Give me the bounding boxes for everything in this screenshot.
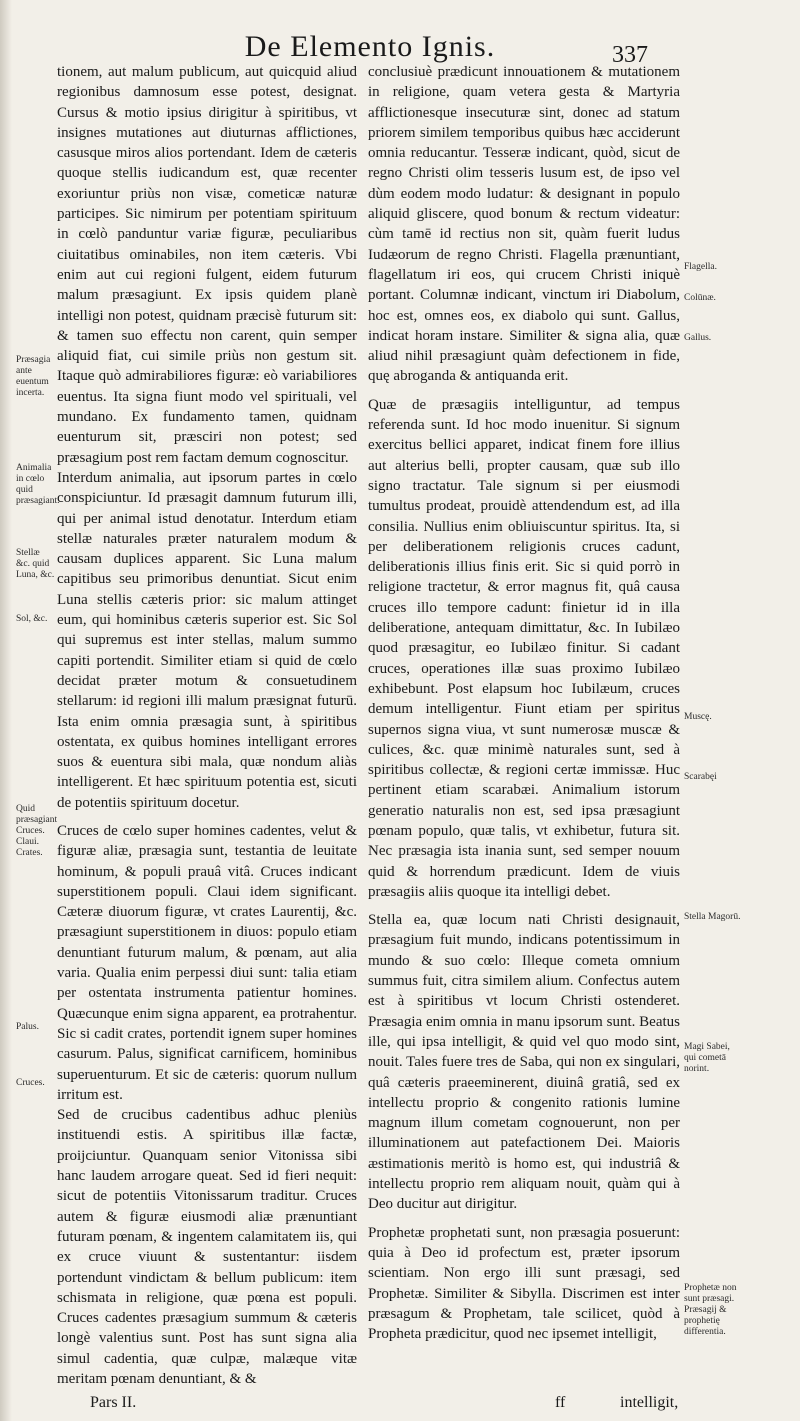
margin-note: Quid præsagiant Cruces. Claui. Crates. (16, 804, 58, 858)
paragraph: conclusiuè prædicunt innouationem & mutationem in religione, quam vetera gesta & Martyria afflictionesque insecuturæ sint, donec ad statum priorem similem temporibus quibus hæc acciderunt omnia reducantur. Tesseræ indicant, quòd, sicut de regno Christi olim tesseris lusum est, de ipso vel dùm eodem modo ludatur: & designant in populo aliquid gliscere, quod bonum & rectum videatur: cùm tamē id rectius non sit, quàm fuerit ludus Iudæorum de regno Christi. Flagella prænuntiant, flagellatum iri eos, qui crucem Christi iniquè portant. Columnæ indicant, vinctum iri Diabolum, hoc est, omnes eos, ex diabolo qui sunt. Gallus, indicat horam instare. Similiter & signa alia, quæ aliud nihil præsagiunt quàm defectionem in fide, quę abroganda & antiquanda erit. (368, 64, 680, 385)
quire-mark: ff (555, 1394, 566, 1411)
paragraph: tionem, aut malum publicum, aut quicquid aliud regionibus damnosum esse potest, designat. Cursus & motio ipsius dirigitur à spiritibus, vt insignes mutationes aut diuturnas afflictiones, casusque miros alios portendant. Idem de cæteris quoque stellis iudicandum est, quæ recenter exoriuntur priùs non visæ, cometicæ naturæ participes. Sic nimirum per potentiam spirituum in cœlò panduntur variæ figuræ, peculiaribus ciuitatibus ominabiles, non item cæteris. Vbi enim aut cui regioni fulgent, eidem futurum malum præsagiunt. Ex ipsis quidem planè intelligi non potest, quidnam præcisè futurum sit: & tamen suo effectu non carent, quin semper aliquid fiat, cui simile priùs non gestum sit. Itaque quò admirabiliores figuræ: eò variabiliores euentus. Ita signa fiunt modo vel spirituali, vel mundano. Ex fundamento tamen, quidnam euenturum sit, præsciri non potest; sed præsagium post rem factam demum cognoscitur. (57, 64, 357, 466)
margin-note: Stellæ &c. quid Luna, &c. (16, 548, 55, 580)
margin-note: Gallus. (684, 333, 712, 343)
paragraph: Stella ea, quæ locum nati Christi designauit, præsagium fuit mundo, indicans potentissimum in mundo & suo cœlo: Illeque cometa omnium summus fuit, citra similem alium. Confectus autem est à spiritibus vt locum Christi ostenderet. Præsagia enim omnia in manu ipsorum sunt. Beatus ille, qui ipsa intelligit, & quid vel quo modo sint, nouit. Tales fuere tres de Saba, qui non ex singulari, quâ cæteris praeeminerent, diuinâ gratiâ, sed ex intellectu proprio & congenito rationis lumine magnum illum cometam cognouerunt, non per illuminationem aut patefactionem Dei. Maioris æstimationis meritò is homo est, qui industriâ & intellectu proprio rem aliquam nouit, quàm qui à Deo ducitur aut dirigitur. (368, 912, 680, 1213)
margin-note: Præsagia ante euentum incerta. (16, 355, 51, 398)
margin-note: Sol, &c. (16, 614, 48, 624)
paragraph: Interdum animalia, aut ipsorum partes in cœlo conspiciuntur. Id præsagit damnum futurum illi, qui per animal istud denotatur. Interdum etiam stellæ naturales præter naturalem modum & causam duplices apparent. Sic Luna malum capitibus seu primoribus denuntiat. Sicut enim Luna stellis cæteris prior: sic malum attinget eum, qui hominibus cæteris superior est. Sic Sol qui supremus est inter stellas, malum summo capiti portendit. Similiter etiam si quid de cœlo decidat præter motum & consuetudinem stellarum: id regioni illi malum præsignat futurū. Ista enim omnia præsagia sunt, à spiritibus ostentata, ex quibus homines intelligant errores suos & euentura sibi mala, quæ nondum aliàs intelligerent. Et hæc spirituum potentia est, sicuti de potentiis spirituum docetur. (57, 469, 357, 811)
margin-note: Muscę. (684, 712, 712, 722)
margin-note: Magi Sabei, qui cometā norint. (684, 1042, 730, 1074)
margin-note: Colūnæ. (684, 293, 716, 303)
margin-note: Flagella. (684, 262, 717, 272)
signature-mark: Pars II. (90, 1394, 137, 1411)
margin-note: Scarabęi (684, 772, 717, 782)
paragraph: Sed de crucibus cadentibus adhuc pleniùs instituendi estis. A spiritibus illæ factæ, proijciuntur. Quanquam senior Vitonissa sibi hanc laudem arrogare queat. Sed id fieri nequit: sicut de potentiis Vitonissarum traditur. Cruces autem & figuræ eiusmodi aliæ prænuntiant futuram pœnam, & ingentem calamitatem iis, qui ex cruce viuunt & sustentantur: iisdem portendunt vindictam & bellum publicum: item schismata in religione, quæ pœna est populi. Cruces cadentes præsagium summum & cæteris longè valentius sunt. Post has sunt signa alia simul cadentia, quæ culpæ, malæque vitæ meritam pœnam denuntiant, & & (57, 1107, 357, 1387)
paragraph: Quæ de præsagiis intelliguntur, ad tempus referenda sunt. Id hoc modo inuenitur. Si signum exercitus bellici apparet, indicat finem fore illius aut alterius belli, propter causam, quæ sub illo signo tractatur. Tale signum si per eiusmodi tumultus prodeat, prouidè attendendum est, ad illa consilia. Nullius enim obliuiscuntur spiritus. Ita, si per deliberationem religionis cruces cadunt, deliberationis illius finis erit. Sic si quid porrò in religione tractetur, & error magnus fit, quâ causa cruces illo tempore cadunt: finietur id in illa deliberatione, antequam dimittatur, &c. In Iubilæo quod præsagitur, eo Iubilæo finitur. Si cadant cruces, operationes illæ suas proximo Iubilæo exhibebunt. Post elapsum hoc Iubilæum, cruces demum intelligentur. Fiunt etiam per spiritus supernos signa viua, vt sunt numerosæ muscæ & culices, &c. quæ minimè naturales sunt, sed à spiritibus collectæ, & regioni certæ immissæ. Huc pertinent etiam scarabæi. Animalium istorum generatio naturalis non est, sed ipsa præsagiunt pœnam populo, quæ talis, vt exhibetur, futura sit. Nec præsagia ista inania sunt, sed semper nouum quid & horrendum prædicunt. Idem de viuis præsagiis aliis quoque ita intelligi debet. (368, 396, 680, 900)
catchword: intelligit, (620, 1394, 679, 1411)
margin-note: Stella Magorū. (684, 912, 741, 922)
running-title: De Elemento Ignis. (244, 30, 496, 63)
right-text-column (368, 62, 680, 1402)
gutter-shadow (0, 0, 12, 1421)
margin-note: Animalia in cœlo quid præsagiant. (16, 463, 60, 506)
left-text-column (57, 62, 357, 1402)
paragraph: Cruces de cœlo super homines cadentes, velut & figuræ aliæ, præsagia sunt, testantia de leuitate hominum, & populi prauâ vitâ. Cruces indicant superstitionem populi. Claui idem significant. Cæteræ diuorum figuræ, vt crates Laurentij, &c. præsagiunt superstitionem in diuos: populo etiam denuntiant futurum malum, & pœnam, aut alia varia. Qualia enim perpessi diui sunt: talia etiam per ostentata instrumenta patientur homines. Quæcunque enim signa apparent, ea protrahentur. Sic si cadit crates, portendit ignem super homines casurum. Palus, significat carnificem, hominibus superuenturum. Et sic de cæteris: quorum nullum irritum est. (57, 822, 357, 1103)
margin-note: Cruces. (16, 1078, 45, 1088)
margin-note: Palus. (16, 1022, 39, 1032)
paragraph: Prophetæ prophetati sunt, non præsagia posuerunt: quia à Deo id profectum est, præter ipsorum scientiam. Non ergo illi sunt præsagi, sed Prophetæ. Similiter & Sibylla. Discrimen est inter præsagum & Prophetam, tale scilicet, quòd à Propheta prædicitur, quod nec ipsemet intelligit, (368, 1224, 680, 1343)
margin-note: Prophetæ non sunt præsagi. Præsagij & prophetię differentia. (684, 1283, 737, 1337)
page-number: 337 (612, 42, 648, 68)
